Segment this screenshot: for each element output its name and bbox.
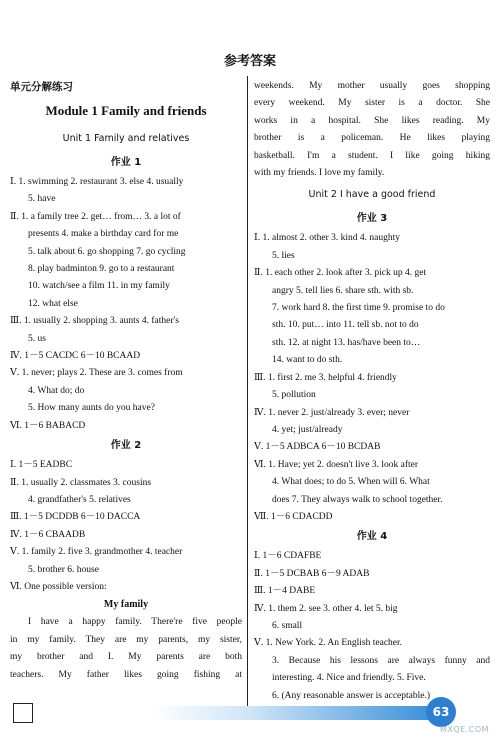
left-line-7: presents 4. make a birthday card for me: [28, 229, 179, 240]
watermark: MXQE.COM: [440, 725, 490, 734]
left-line-29: I have a happy family. There're five people: [28, 617, 242, 628]
left-line-8: 5. talk about 6. go shopping 7. go cycling: [28, 246, 186, 257]
right-line-8: Ⅰ. 1. almost 2. other 3. kind 4. naughty: [254, 233, 400, 244]
left-line-18: Ⅵ. 1－6 BABACD: [10, 420, 86, 431]
left-line-30: in my family. They are my parents, my sister,: [10, 634, 242, 645]
right-line-27: Ⅱ. 1－5 DCBAB 6－9 ADAB: [254, 568, 370, 579]
left-line-27: Ⅵ. One possible version:: [10, 581, 107, 592]
right-line-2: works in a hospital. She likes reading. My: [254, 115, 490, 126]
left-line-31: my brother and I. My parents are both: [10, 652, 242, 663]
left-line-23: Ⅲ. 1－5 DCDDB 6－10 DACCA: [10, 512, 141, 523]
right-line-25: 作业 4: [356, 531, 388, 543]
right-line-17: 5. pollution: [272, 390, 316, 401]
left-line-14: Ⅳ. 1－5 CACDC 6－10 BCAAD: [10, 351, 141, 362]
left-line-2: Unit 1 Family and relatives: [62, 133, 190, 144]
right-line-9: 5. lies: [272, 250, 295, 261]
right-line-12: 7. work hard 8. the first time 9. promise to do: [272, 303, 445, 314]
left-line-0: 单元分解练习: [10, 81, 73, 93]
right-line-20: Ⅴ. 1－5 ADBCA 6－10 BCDAB: [254, 442, 381, 453]
left-line-9: 8. play badminton 9. go to a restaurant: [28, 264, 175, 275]
right-line-7: 作业 3: [356, 213, 388, 225]
left-line-13: 5. us: [28, 333, 46, 344]
footer-checkbox-icon: [13, 703, 33, 723]
right-line-31: Ⅴ. 1. New York. 2. An English teacher.: [254, 638, 403, 649]
right-line-16: Ⅲ. 1. first 2. me 3. helpful 4. friendly: [254, 372, 397, 383]
left-line-12: Ⅲ. 1. usually 2. shopping 3. aunts 4. father's: [10, 316, 179, 327]
right-line-23: does 7. They always walk to school together.: [272, 494, 443, 505]
left-line-1: Module 1 Family and friends: [45, 103, 207, 118]
left-line-4: Ⅰ. 1. swimming 2. restaurant 3. else 4. usually: [10, 177, 184, 187]
page-title: 参考答案: [223, 54, 276, 69]
right-line-24: Ⅶ. 1－6 CDACDD: [254, 511, 333, 522]
right-column: [254, 78, 490, 705]
right-line-6: Unit 2 I have a good friend: [308, 189, 436, 201]
left-line-24: Ⅳ. 1－6 CBAADB: [10, 529, 86, 540]
right-line-4: basketball. I'm a student. I like going hiking: [254, 150, 490, 161]
left-line-32: teachers. My father likes going fishing at: [10, 669, 242, 680]
right-line-26: Ⅰ. 1－6 CDAFBE: [254, 551, 322, 562]
left-line-6: Ⅱ. 1. a family tree 2. get… from… 3. a lot of: [10, 211, 181, 222]
right-line-3: brother is a policeman. He likes playing: [254, 133, 490, 144]
left-line-28: My family: [103, 599, 149, 611]
left-line-11: 12. what else: [28, 298, 78, 309]
right-line-13: sth. 10. put… into 11. tell sb. not to do: [272, 320, 419, 331]
left-line-26: 5. brother 6. house: [28, 564, 99, 575]
right-line-21: Ⅵ. 1. Have; yet 2. doesn't live 3. look after: [254, 459, 419, 470]
column-divider: [247, 76, 248, 711]
left-line-21: Ⅱ. 1. usually 2. classmates 3. cousins: [10, 477, 152, 488]
page-number: 63: [426, 697, 456, 727]
left-line-3: 作业 1: [110, 157, 142, 168]
left-line-16: 4. What do; do: [28, 385, 85, 396]
left-line-25: Ⅴ. 1. family 2. five 3. grandmother 4. teacher: [10, 547, 183, 558]
left-line-22: 4. grandfather's 5. relatives: [28, 494, 131, 505]
left-column: [10, 78, 242, 684]
right-line-22: 4. What does; to do 5. When will 6. What: [272, 477, 430, 488]
left-line-17: 5. How many aunts do you have?: [28, 403, 155, 414]
right-line-30: 6. small: [272, 620, 303, 631]
right-line-29: Ⅳ. 1. them 2. see 3. other 4. let 5. big: [254, 603, 398, 614]
right-line-15: 14. want to do sth.: [272, 355, 343, 366]
left-line-19: 作业 2: [110, 440, 142, 452]
right-line-28: Ⅲ. 1－4 DABE: [254, 586, 316, 597]
left-line-20: Ⅰ. 1－5 EADBC: [10, 460, 73, 471]
right-line-33: interesting. 4. Nice and friendly. 5. Five.: [272, 673, 426, 684]
right-line-10: Ⅱ. 1. each other 2. look after 3. pick up 4. get: [254, 268, 427, 279]
footer-decorative-bar: [150, 706, 435, 720]
left-line-5: 5. have: [28, 194, 56, 205]
right-line-19: 4. yet; just/already: [272, 424, 343, 435]
left-line-10: 10. watch/see a film 11. in my family: [28, 281, 170, 292]
right-line-1: every weekend. My sister is a doctor. She: [254, 98, 490, 109]
left-line-15: Ⅴ. 1. never; plays 2. These are 3. comes from: [10, 368, 183, 379]
right-line-32: 3. Because his lessons are always funny and: [272, 655, 490, 666]
right-line-14: sth. 12. at night 13. has/have been to…: [272, 337, 421, 348]
right-line-18: Ⅳ. 1. never 2. just/already 3. ever; never: [254, 407, 410, 418]
right-line-34: 6. (Any reasonable answer is acceptable.): [272, 690, 430, 701]
right-line-11: angry 5. tell lies 6. share sth. with sb.: [272, 285, 414, 296]
right-line-0: weekends. My mother usually goes shopping: [254, 81, 490, 91]
right-line-5: with my friends. I love my family.: [254, 168, 385, 179]
